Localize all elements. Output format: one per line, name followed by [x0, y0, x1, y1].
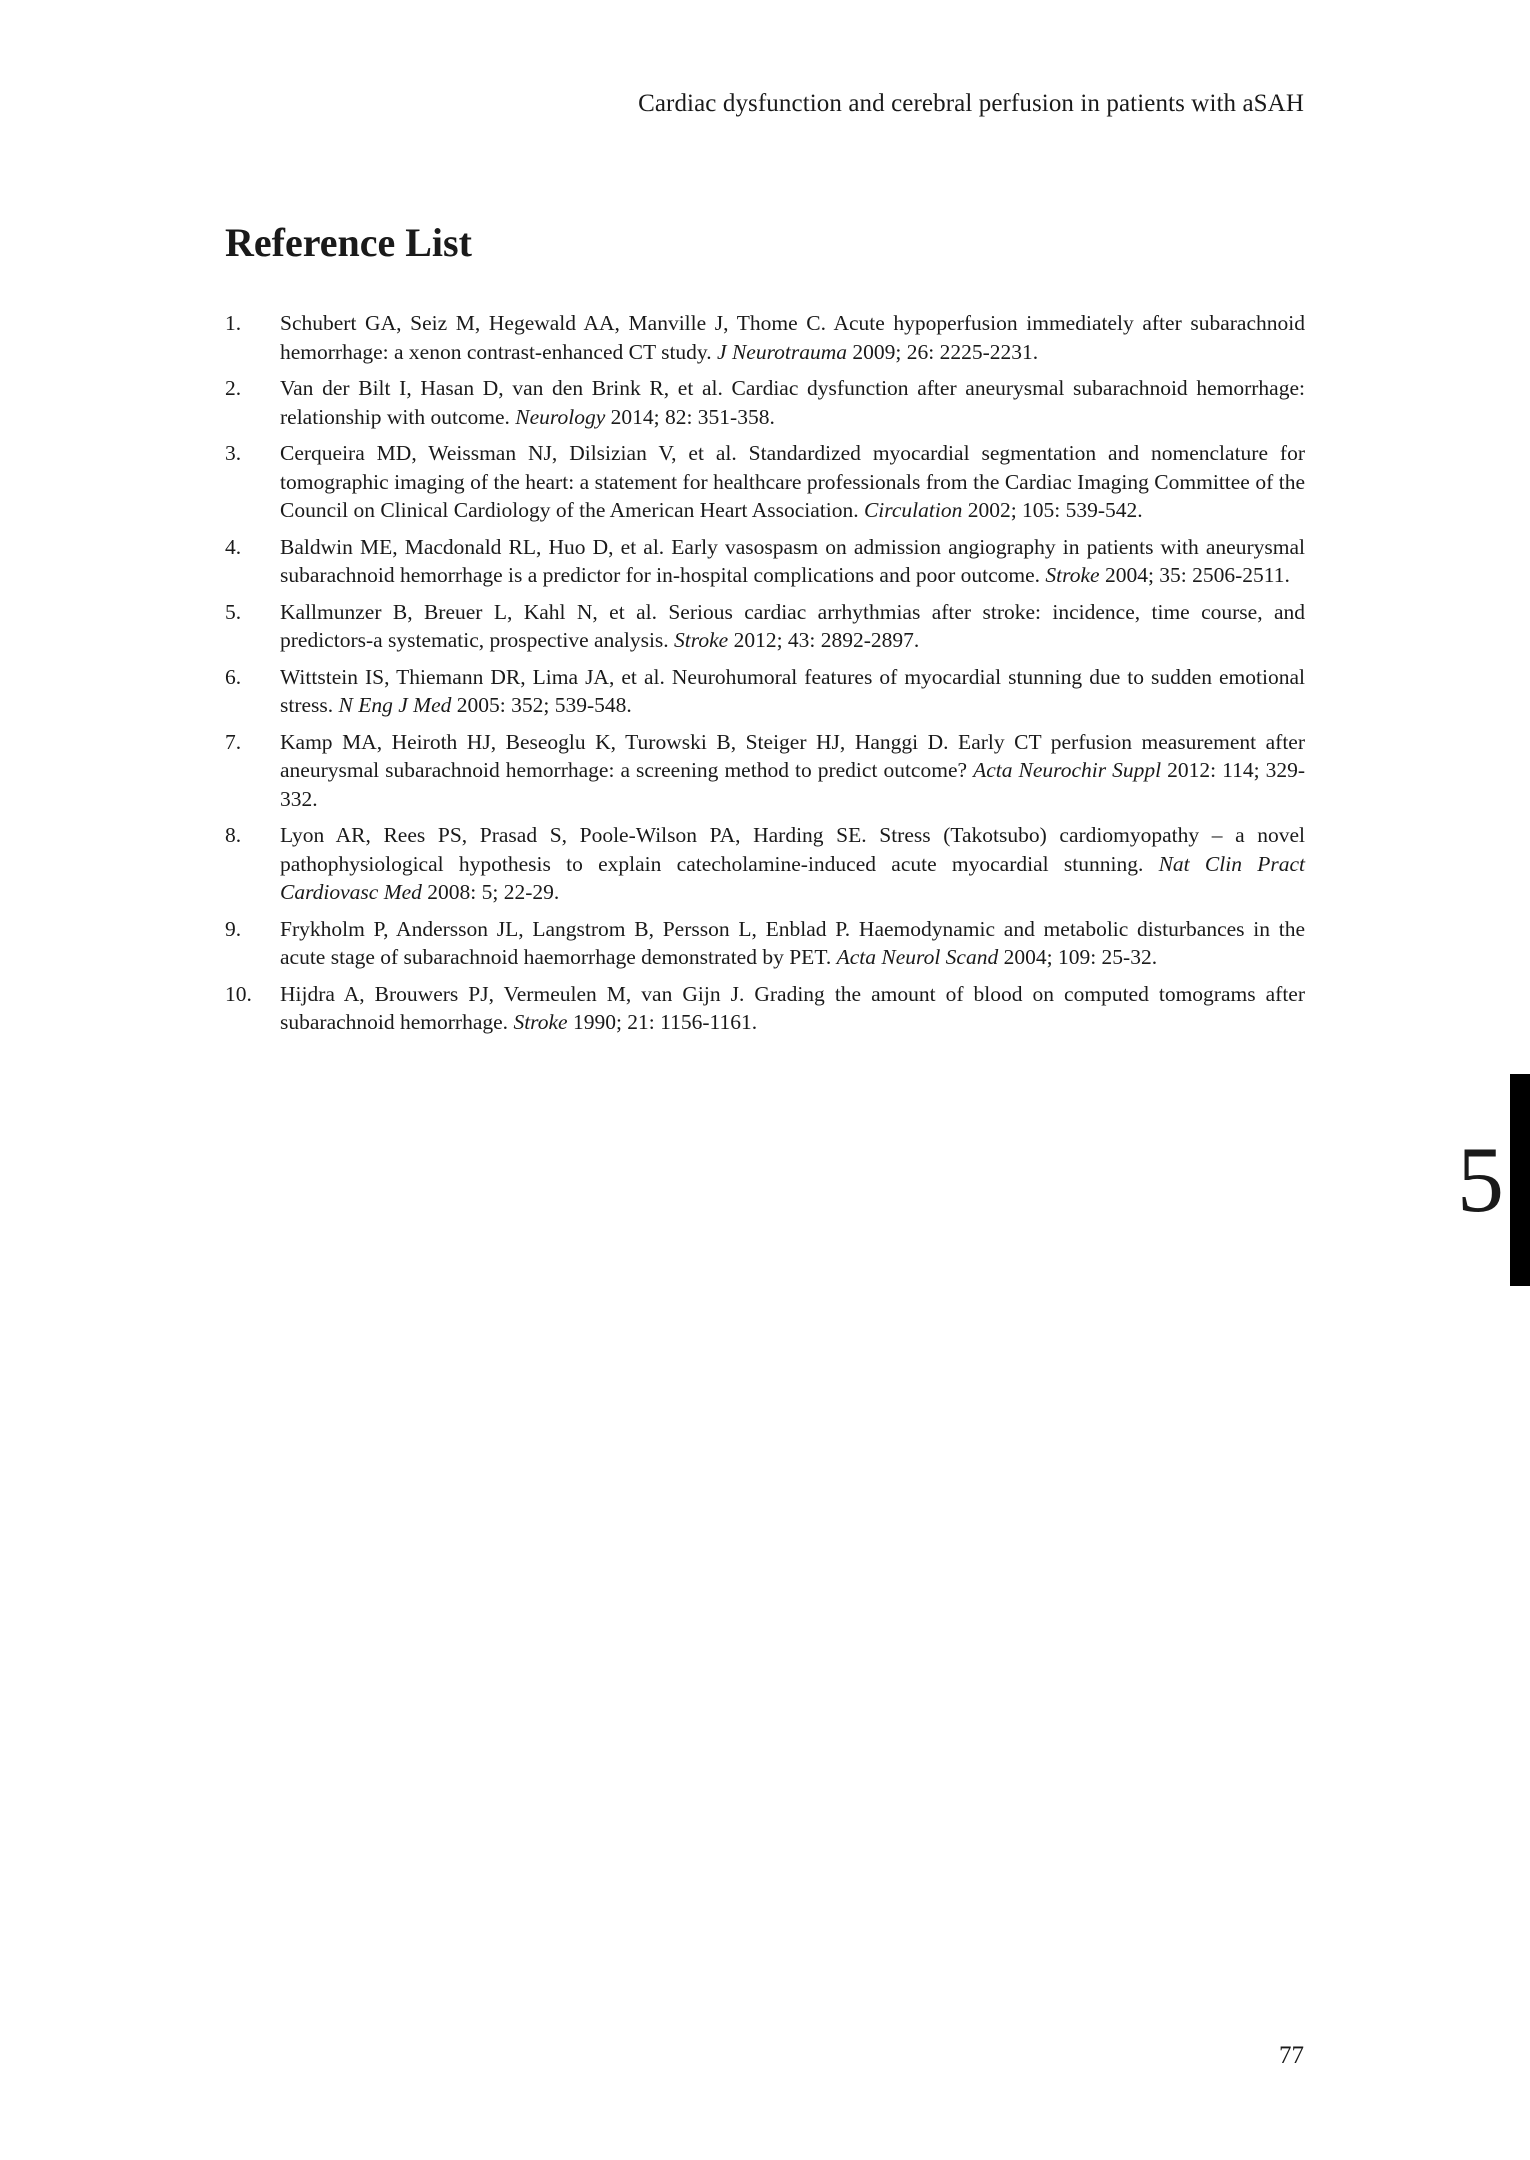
reference-number: 2.	[225, 376, 242, 400]
reference-citation: 2004; 109: 25-32.	[998, 945, 1158, 969]
chapter-number: 5	[1457, 1128, 1504, 1232]
reference-authors-title: Lyon AR, Rees PS, Prasad S, Poole-Wilson PA, Harding SE. Stress (Takotsubo) cardiomyopathy – a novel pathophysiological hypothesis to explain catecholamine-induced acute myocardial stunning.	[280, 823, 1305, 876]
reference-text	[280, 600, 1305, 653]
reference-authors-title: Kallmunzer B, Breuer L, Kahl N, et al. Serious cardiac arrhythmias after stroke: incidence, time course, and predictors-a systematic, prospective analysis.	[280, 599, 1305, 652]
reference-text	[280, 823, 1305, 904]
reference-authors-title: Cerqueira MD, Weissman NJ, Dilsizian V, et al. Standardized myocardial segmentation and nomenclature for tomographic imaging of the heart: a statement for healthcare professionals from the Cardiac Imaging Committee of the Council on Clinical Cardiology of the American Heart Association.	[280, 441, 1305, 522]
reference-item	[225, 309, 1305, 366]
reference-item	[225, 374, 1305, 431]
reference-text	[280, 917, 1305, 970]
reference-authors-title: Hijdra A, Brouwers PJ, Vermeulen M, van Gijn J. Grading the amount of blood on computed tomograms after subarachnoid hemorrhage.	[280, 981, 1305, 1034]
reference-text	[280, 441, 1305, 522]
reference-journal: Stroke	[513, 1010, 568, 1034]
reference-item	[225, 821, 1305, 907]
reference-number: 9.	[225, 916, 242, 941]
reference-journal: Stroke	[674, 628, 729, 652]
reference-number: 5.	[225, 599, 242, 624]
reference-item	[225, 533, 1305, 590]
reference-citation: 1990; 21: 1156-1161.	[567, 1010, 758, 1034]
reference-list	[225, 309, 1305, 1045]
reference-authors-title: Frykholm P, Andersson JL, Langstrom B, Persson L, Enblad P. Haemodynamic and metabolic disturbances in the acute stage of subarachnoid haemorrhage demonstrated by PET.	[280, 916, 1305, 969]
section-title: Reference List	[225, 220, 472, 265]
reference-number: 6.	[225, 664, 242, 689]
page-number: 77	[1279, 2042, 1304, 2069]
chapter-tab	[1510, 1074, 1530, 1286]
reference-text	[280, 665, 1305, 718]
reference-item	[225, 728, 1305, 814]
reference-citation: 2005: 352; 539-548.	[451, 693, 632, 717]
reference-number: 4.	[225, 534, 242, 559]
reference-item	[225, 598, 1305, 655]
reference-journal: Neurology	[515, 404, 606, 429]
reference-item	[225, 980, 1305, 1037]
reference-authors-title: Schubert GA, Seiz M, Hegewald AA, Manville J, Thome C. Acute hypoperfusion immediately after subarachnoid hemorrhage: a xenon contrast-enhanced CT study.	[280, 311, 1305, 364]
reference-journal: N Eng J Med	[338, 693, 452, 717]
reference-item	[225, 915, 1305, 972]
reference-text	[280, 311, 1305, 364]
reference-citation: 2014; 82: 351-358.	[605, 404, 775, 429]
reference-number: 8.	[225, 823, 242, 847]
reference-number: 10.	[225, 981, 252, 1006]
reference-citation: 2009; 26: 2225-2231.	[847, 339, 1039, 364]
reference-citation: 2004; 35: 2506-2511.	[1099, 563, 1290, 587]
reference-citation: 2012: 114; 329-332.	[280, 758, 1305, 811]
reference-journal: Acta Neurol Scand	[836, 945, 999, 969]
reference-item	[225, 439, 1305, 525]
reference-citation: 2002; 105: 539-542.	[962, 498, 1143, 522]
reference-authors-title: Kamp MA, Heiroth HJ, Beseoglu K, Turowski B, Steiger HJ, Hanggi D. Early CT perfusion measurement after aneurysmal subarachnoid hemorrhage: a screening method to predict outcome?	[280, 729, 1305, 782]
reference-journal: Circulation	[863, 498, 963, 522]
reference-authors-title: Van der Bilt I, Hasan D, van den Brink R, et al. Cardiac dysfunction after aneurysmal subarachnoid hemorrhage: relationship with outcome.	[280, 376, 1305, 429]
reference-text	[280, 376, 1305, 429]
reference-text	[280, 730, 1305, 811]
reference-citation: 2008: 5; 22-29.	[421, 880, 560, 904]
reference-text	[280, 982, 1305, 1035]
reference-citation: 2012; 43: 2892-2897.	[728, 628, 920, 652]
reference-journal: Stroke	[1045, 563, 1100, 587]
reference-journal: J Neurotrauma	[717, 339, 848, 364]
reference-text	[280, 535, 1305, 588]
reference-number: 3.	[225, 441, 242, 465]
reference-journal: Nat Clin Pract Cardiovasc Med	[280, 851, 1305, 904]
reference-journal: Acta Neurochir Suppl	[973, 758, 1162, 782]
reference-authors-title: Baldwin ME, Macdonald RL, Huo D, et al. Early vasospasm on admission angiography in patients with aneurysmal subarachnoid hemorrhage is a predictor for in-hospital complications and poor outcome.	[280, 534, 1305, 587]
reference-number: 1.	[225, 311, 242, 335]
reference-item	[225, 663, 1305, 720]
reference-number: 7.	[225, 729, 242, 754]
reference-authors-title: Wittstein IS, Thiemann DR, Lima JA, et al. Neurohumoral features of myocardial stunning due to sudden emotional stress.	[280, 664, 1305, 717]
running-header: Cardiac dysfunction and cerebral perfusion in patients with aSAH	[638, 90, 1304, 117]
